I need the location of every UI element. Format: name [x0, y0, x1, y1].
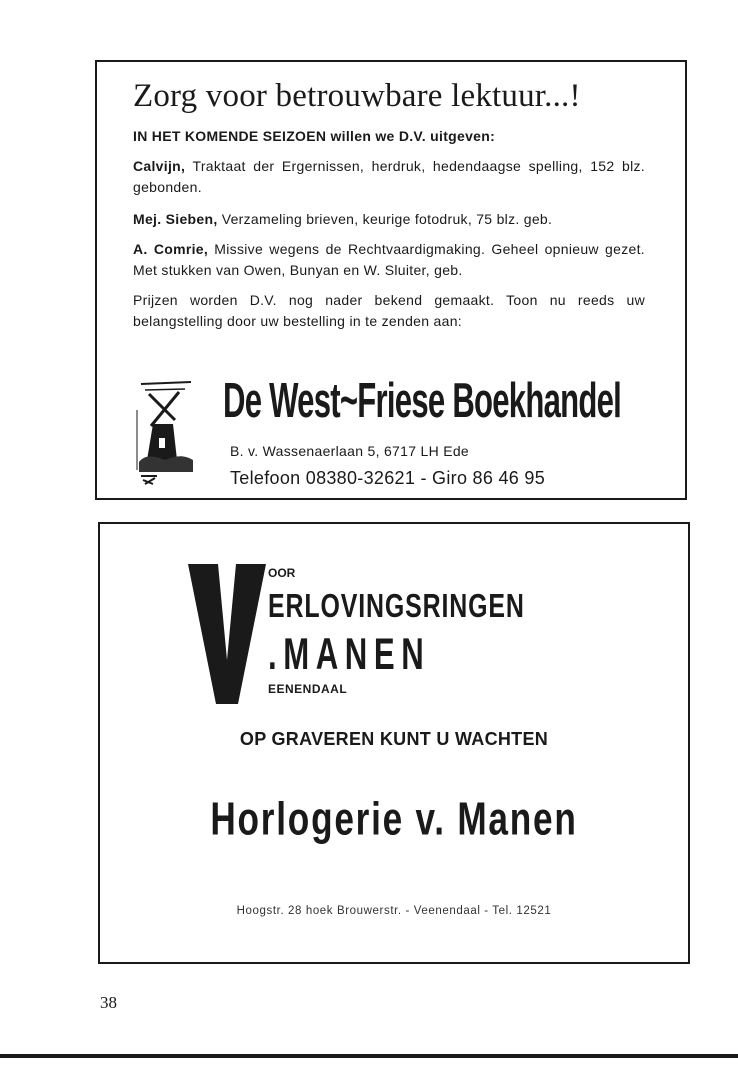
shop-name: De West~Friese Boekhandel — [223, 372, 622, 428]
bottom-rule — [0, 1054, 738, 1058]
logo-bottom-text: EENENDAAL — [268, 682, 348, 696]
book-description: Verzameling brieven, keurige fotodruk, 75 blz. geb. — [221, 211, 553, 227]
ad-headline: Zorg voor betrouwbare lektuur...! — [133, 78, 581, 114]
business-name: Horlogerie v. Manen — [210, 794, 578, 845]
windmill-logo-image — [135, 380, 195, 488]
shop-telephone: Telefoon 08380-32621 - Giro 86 46 95 — [230, 468, 546, 488]
book-author: Calvijn, — [133, 158, 186, 174]
ad-subhead: IN HET KOMENDE SEIZOEN willen we D.V. uitgeven: — [133, 128, 496, 144]
boekhandel-advertisement — [95, 60, 687, 500]
shop-address: B. v. Wassenaerlaan 5, 6717 LH Ede — [230, 443, 469, 459]
logo-manen: .MANEN — [268, 630, 431, 680]
book-description: Missive wegens de Rechtvaardigmaking. Geheel opnieuw gezet. Met stukken van Owen, Bunyan en W. Sluiter, geb. — [133, 241, 645, 278]
closing-paragraph: Prijzen worden D.V. nog nader bekend gemaakt. Toon nu reeds uw belangstelling door uw bestelling in te zenden aan: — [133, 292, 645, 329]
business-contact: Hoogstr. 28 hoek Brouwerstr. - Veenendaal - Tel. 12521 — [236, 905, 552, 917]
letter-v-logo — [188, 564, 266, 704]
horlogerie-advertisement — [98, 522, 690, 964]
ad-tagline: OP GRAVEREN KUNT U WACHTEN — [239, 729, 549, 749]
logo-verlovingsringen: ERLOVINGSRINGEN — [268, 588, 525, 625]
book-item-comrie — [133, 239, 645, 281]
book-item-calvijn — [133, 156, 645, 198]
page-number: 38 — [100, 993, 117, 1012]
book-author: A. Comrie, — [133, 241, 209, 257]
book-author: Mej. Sieben, — [133, 211, 218, 227]
book-description: Traktaat der Ergernissen, herdruk, hedendaagse spelling, 152 blz. gebonden. — [133, 158, 645, 195]
book-item-sieben — [133, 209, 645, 230]
logo-top-text: OOR — [268, 566, 296, 580]
